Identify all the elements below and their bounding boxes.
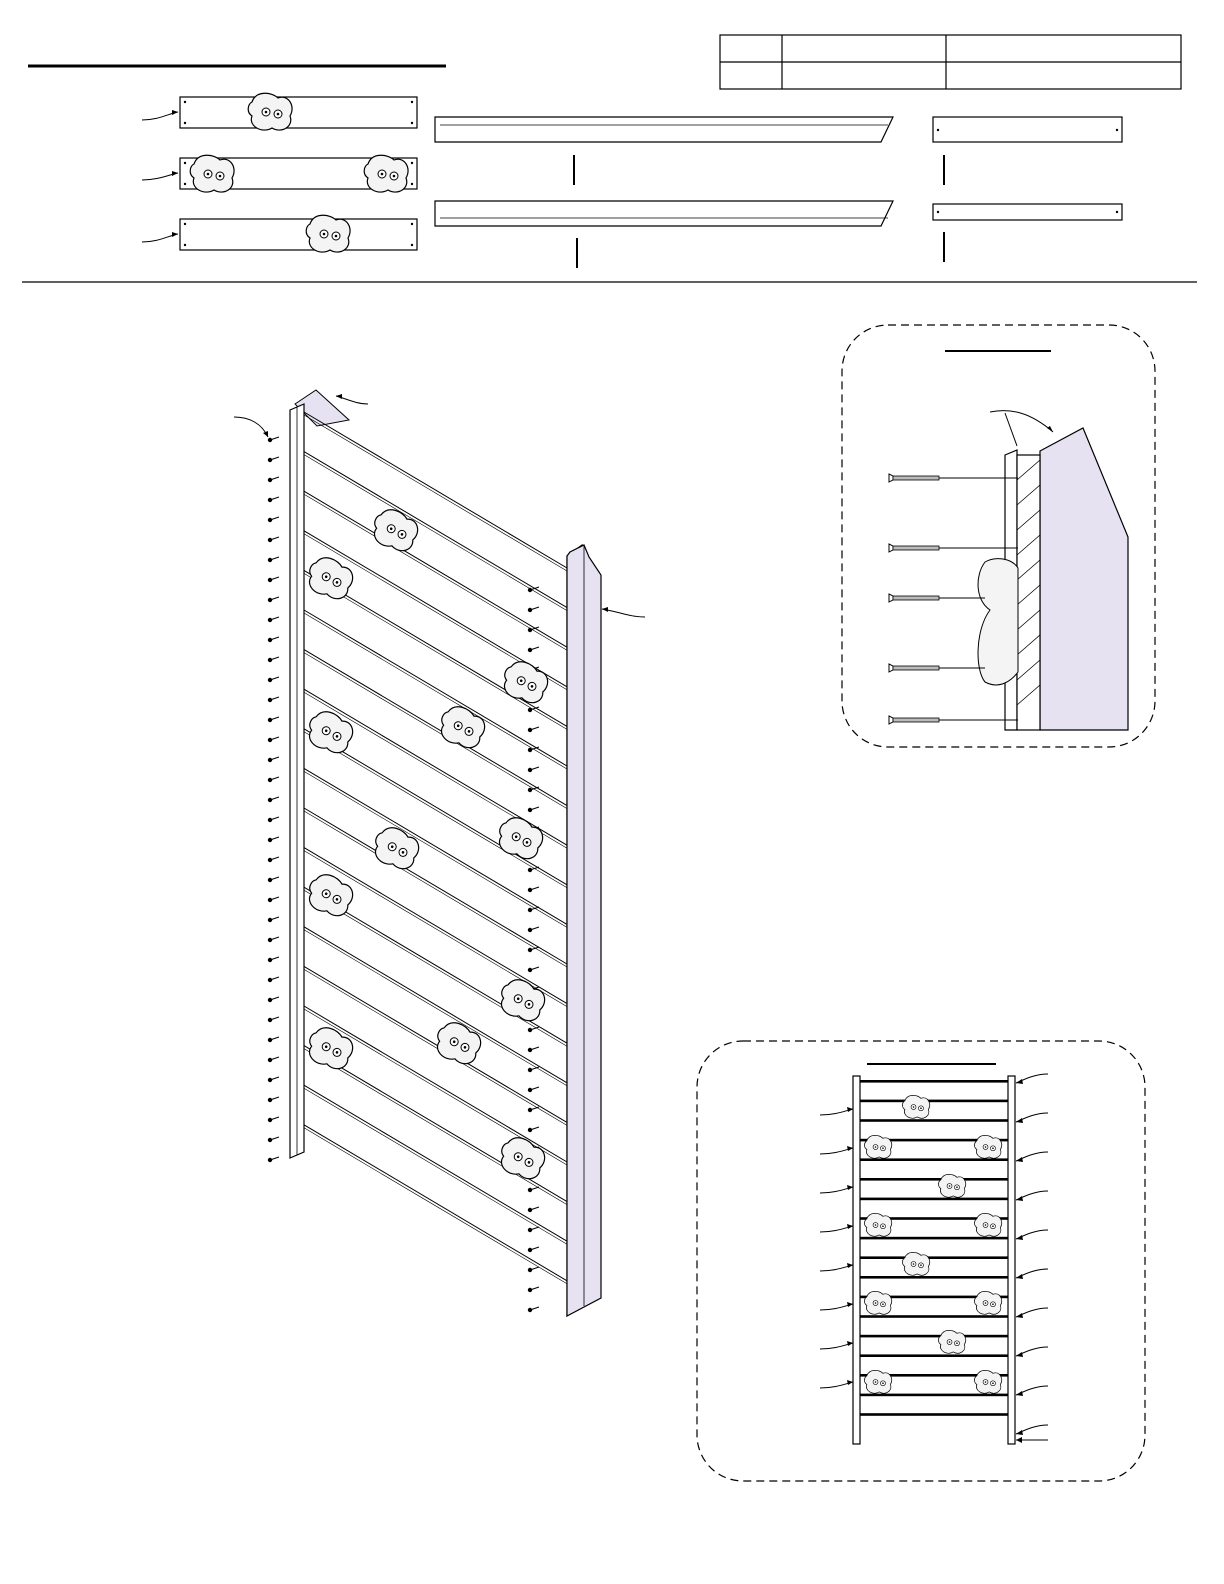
leader-arrow — [234, 417, 268, 437]
screw-icon — [268, 837, 279, 842]
screw-icon — [268, 877, 279, 882]
screw-icon — [268, 677, 279, 682]
screw-icon — [528, 1247, 539, 1252]
screw-icon — [268, 617, 279, 622]
screw-icon — [268, 757, 279, 762]
climbing-hold — [306, 215, 350, 252]
climbing-hold — [304, 707, 357, 756]
screw-icon — [268, 857, 279, 862]
slat-line — [304, 415, 567, 571]
arrowhead — [847, 1146, 853, 1151]
screw-icon — [268, 1077, 279, 1082]
screw-icon — [528, 887, 539, 892]
screw-icon — [528, 1187, 539, 1192]
arrowhead — [1016, 1352, 1023, 1357]
board-edge — [860, 1119, 1008, 1122]
screw-icon — [528, 1127, 539, 1132]
climbing-hold — [864, 1291, 891, 1314]
screw-icon — [268, 637, 279, 642]
climbing-hold — [864, 1370, 891, 1393]
slat-line — [304, 732, 567, 888]
arrowhead — [1016, 1313, 1023, 1318]
climbing-hold — [190, 155, 234, 192]
screw-icon — [528, 607, 539, 612]
arrowhead — [1016, 1079, 1023, 1084]
arrowhead — [1016, 1274, 1023, 1279]
detail-front-callout — [697, 1041, 1145, 1481]
screw-icon — [268, 797, 279, 802]
screw-icon — [528, 1267, 539, 1272]
arrowhead — [847, 1380, 853, 1385]
slat-line — [304, 848, 567, 1004]
arrowhead — [847, 1224, 853, 1229]
screw-icon — [268, 1037, 279, 1042]
screw-icon — [268, 557, 279, 562]
board-edge — [860, 1158, 1008, 1161]
long-rail-2 — [435, 201, 893, 268]
screw-icon — [268, 457, 279, 462]
screw-icon — [268, 577, 279, 582]
slat-line — [304, 1006, 567, 1162]
screw-icon — [528, 1207, 539, 1212]
board-edge — [860, 1276, 1008, 1279]
screw-icon — [268, 697, 279, 702]
arrowhead — [1016, 1437, 1022, 1443]
climbing-hold — [974, 1213, 1001, 1236]
climbing-hold — [938, 1330, 965, 1353]
screw-icon — [268, 537, 279, 542]
arrowhead — [847, 1185, 853, 1190]
slat-line — [304, 1049, 567, 1205]
detail-side-callout — [842, 325, 1155, 747]
climbing-hold — [902, 1252, 929, 1275]
arrowhead — [1016, 1157, 1023, 1162]
climbing-hold — [304, 1023, 357, 1072]
screw-icon — [528, 1027, 539, 1032]
screw-icon — [528, 1047, 539, 1052]
board-edge — [860, 1100, 1008, 1103]
climbing-hold — [304, 870, 357, 919]
screw-icon — [268, 497, 279, 502]
climbing-board-1-hold — [142, 93, 417, 130]
screw-icon — [528, 1087, 539, 1092]
climbing-hold — [974, 1291, 1001, 1314]
header-table — [720, 35, 1181, 89]
board-edge — [860, 1178, 1008, 1181]
climbing-hold — [974, 1370, 1001, 1393]
screw-icon — [528, 647, 539, 652]
climbing-hold — [974, 1135, 1001, 1158]
screw-icon — [268, 897, 279, 902]
climbing-hold — [902, 1095, 929, 1118]
climbing-board-1-hold-b — [142, 215, 417, 252]
slat-line — [304, 729, 567, 885]
screw-icon — [268, 937, 279, 942]
screw-icon — [268, 977, 279, 982]
board-edge — [860, 1315, 1008, 1318]
climbing-hold — [248, 93, 292, 130]
screw-icon — [268, 817, 279, 822]
board-edge — [860, 1394, 1008, 1397]
screw-icon — [268, 657, 279, 662]
climbing-hold — [499, 657, 552, 706]
screw-icon — [268, 957, 279, 962]
climbing-hold — [436, 702, 489, 751]
screw-icon — [528, 1287, 539, 1292]
arrowhead — [1016, 1235, 1023, 1240]
climbing-hold — [496, 1133, 549, 1182]
main-assembly-view — [234, 390, 645, 1316]
screw-icon — [528, 767, 539, 772]
arrowhead — [1016, 1391, 1023, 1396]
arrowhead — [847, 1107, 853, 1112]
screw-icon — [268, 717, 279, 722]
board-edge — [860, 1080, 1008, 1083]
long-rail-1 — [435, 117, 893, 185]
screw-icon — [528, 1067, 539, 1072]
board-edge — [860, 1198, 1008, 1201]
screw-icon — [268, 777, 279, 782]
climbing-hold — [494, 813, 547, 862]
screw-icon — [268, 1017, 279, 1022]
climbing-hold — [432, 1018, 485, 1067]
screw-icon — [528, 787, 539, 792]
climbing-hold — [496, 975, 549, 1024]
climbing-hold — [938, 1174, 965, 1197]
screw-icon — [268, 517, 279, 522]
parts-list — [142, 93, 1122, 268]
arrowhead — [1016, 1118, 1023, 1123]
climbing-hold — [369, 505, 422, 554]
screw-icon — [268, 917, 279, 922]
board-edge — [860, 1335, 1008, 1338]
board-edge — [860, 1413, 1008, 1416]
climbing-board-2-holds — [142, 155, 417, 192]
screw-icon — [268, 437, 279, 442]
screw-icon — [268, 1097, 279, 1102]
board-edge — [860, 1237, 1008, 1240]
screw-icon — [528, 967, 539, 972]
slat-line — [304, 412, 567, 568]
climbing-hold — [370, 823, 423, 872]
left-screws — [268, 437, 279, 1162]
screw-icon — [528, 807, 539, 812]
front-boards — [860, 1080, 1008, 1416]
screw-icon — [268, 1157, 279, 1162]
arrowhead — [847, 1263, 853, 1268]
screw-icon — [528, 1107, 539, 1112]
screw-icon — [528, 727, 539, 732]
board-edge — [860, 1256, 1008, 1259]
short-rail-1 — [933, 117, 1122, 185]
leader-arrow — [602, 609, 645, 617]
climbing-hold — [864, 1135, 891, 1158]
screw-icon — [268, 597, 279, 602]
screw-icon — [268, 1117, 279, 1122]
arrowhead — [847, 1302, 853, 1307]
screw-icon — [528, 927, 539, 932]
climbing-hold — [864, 1213, 891, 1236]
screw-icon — [268, 1137, 279, 1142]
arrowhead — [1016, 1430, 1023, 1435]
screw-icon — [268, 477, 279, 482]
screw-icon — [268, 737, 279, 742]
climbing-hold — [364, 155, 408, 192]
short-rail-2 — [933, 204, 1122, 262]
arrowhead — [1016, 1196, 1023, 1201]
board-edge — [860, 1354, 1008, 1357]
screw-icon — [268, 997, 279, 1002]
arrowhead — [847, 1341, 853, 1346]
screw-icon — [528, 1227, 539, 1232]
screw-icon — [528, 1307, 539, 1312]
screw-icon — [268, 1057, 279, 1062]
